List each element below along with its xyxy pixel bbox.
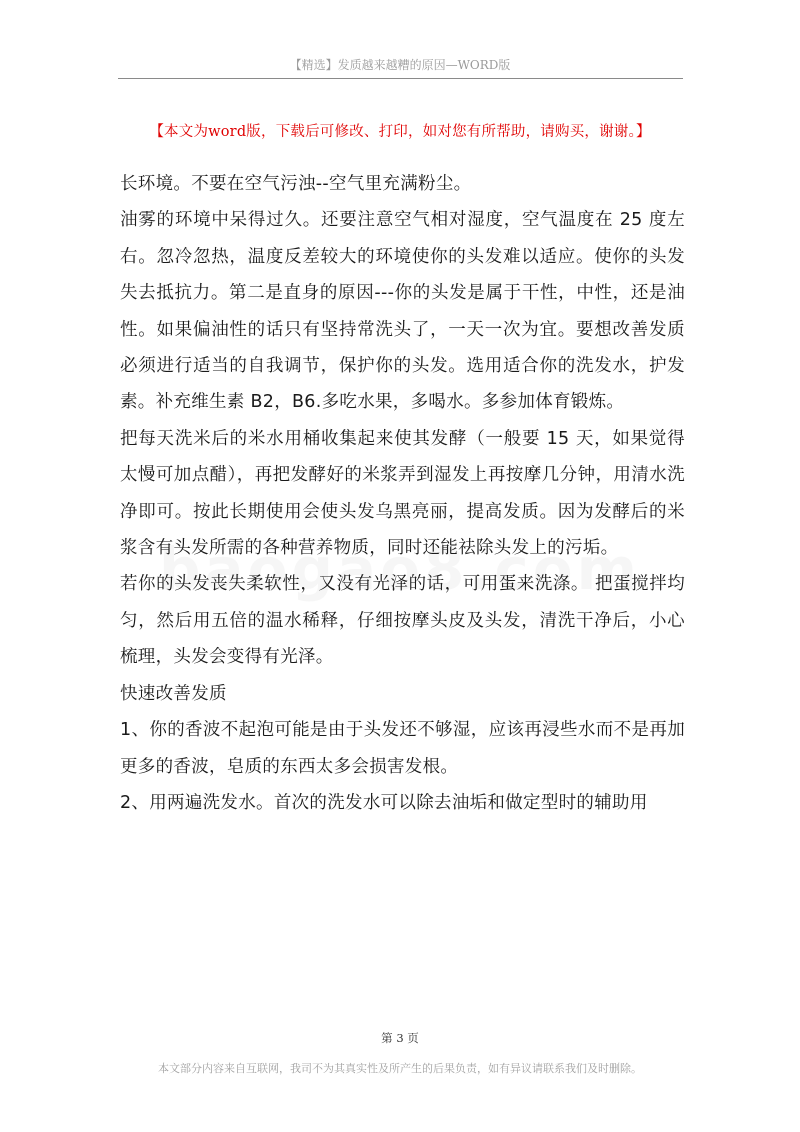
paragraph-1: 长环境。不要在空气污浊--空气里充满粉尘。 xyxy=(120,174,472,194)
paragraph-3: 把每天洗米后的米水用桶收集起来使其发酵（一般要 15 天，如果觉得太慢可加点醋），再把发酵好的米浆弄到湿发上再按摩几分钟，用清水洗净即可。按此长期使用会使头发乌黑亮丽，提高发质。因为发酵后的米浆含有头发所需的各种营养物质，同时还能祛除头发上的污垢。 xyxy=(120,428,685,559)
list-item-2: 2、用两遍洗发水。首次的洗发水可以除去油垢和做定型时的辅助用 xyxy=(120,792,648,813)
paragraph-2: 油雾的环境中呆得过久。还要注意空气相对湿度，空气温度在 25 度左右。忽冷忽热，温度反差较大的环境使你的头发难以适应。使你的头发失去抵抗力。第二是直身的原因---你的头发是属于干性，中性，还是油性。如果偏油性的话只有坚持常洗头了，一天一次为宜。要想改善发质必须进行适当的自我调节，保护你的头发。选用适合你的洗发水，护发素。补充维生素 B2，B6.多吃水果，多喝水。多参加体育锻炼。 xyxy=(120,210,685,413)
header-divider xyxy=(118,78,683,79)
page-header-title: 【精选】发质越来越糟的原因—WORD版 xyxy=(289,58,511,72)
document-body xyxy=(120,166,685,821)
footer-disclaimer: 本文部分内容来自互联网，我司不为其真实性及所产生的后果负责，如有异议请联系我们及时删除。 xyxy=(158,1062,642,1075)
list-item-1: 1、你的香波不起泡可能是由于头发还不够湿，应该再浸些水而不是再加更多的香波，皂质的东西太多会损害发根。 xyxy=(120,720,685,777)
section-heading: 快速改善发质 xyxy=(120,683,227,704)
paragraph-4: 若你的头发丧失柔软性，又没有光泽的话，可用蛋来洗涤。 把蛋搅拌均匀，然后用五倍的温水稀释，仔细按摩头皮及头发，清洗干净后，小心梳理，头发会变得有光泽。 xyxy=(120,574,685,668)
download-notice: 【本文为word版，下载后可修改、打印，如对您有所帮助，请购买，谢谢。】 xyxy=(149,124,651,140)
page-number: 第 3 页 xyxy=(381,1031,419,1045)
